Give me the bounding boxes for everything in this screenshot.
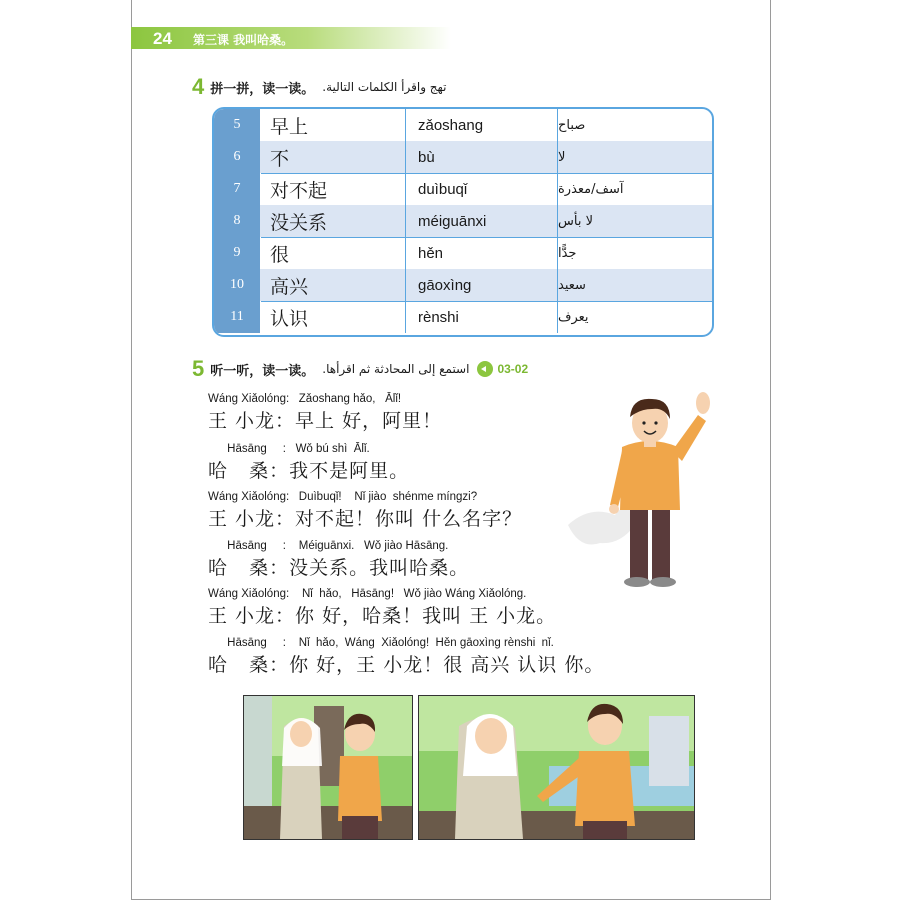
word-pinyin: hěn [406,237,558,269]
vocabulary-table [212,107,714,337]
table-row [214,205,712,238]
word-arabic: يعرف [558,309,589,325]
word-pinyin: bù [406,141,558,173]
word-arabic: لا [558,141,712,173]
word-hanzi: 对不起 [260,173,406,205]
word-hanzi: 高兴 [260,269,406,301]
word-arabic: لا بأس [558,205,712,237]
exercise-title-ar: استمع إلى المحادثة ثم اقرأها. [322,362,470,376]
word-pinyin: méiguānxi [406,205,558,237]
word-arabic: جدًّا [558,245,577,261]
word-arabic: صباح [558,117,586,133]
dialogue-pinyin: Wáng Xiǎolóng: Duìbuqǐ! Nǐ jiào shénme míngzi? [208,491,478,503]
word-arabic: سعيد [558,269,712,301]
word-pinyin: duìbuqǐ [406,173,558,205]
comic-panel-1 [243,695,413,840]
word-hanzi: 没关系 [260,205,406,237]
table-row [214,301,712,333]
dialogue-pinyin: Hāsāng : Wǒ bú shì Ālǐ. [208,443,370,455]
word-number: 9 [214,237,261,269]
table-row [214,269,712,302]
exercise-4-heading [192,74,446,100]
table-row [214,141,712,174]
table-row [214,173,712,206]
audio-code: 03-02 [497,362,529,376]
dialogue-hanzi: 王 小龙：对不起！你叫 什么名字？ [208,508,523,530]
exercise-number: 4 [192,74,205,99]
word-number: 10 [214,269,261,301]
word-pinyin: gāoxìng [406,269,558,301]
dialogue-hanzi: 王 小龙：早上 好，阿里！ [208,410,443,432]
word-hanzi: 很 [260,237,406,269]
dialogue-hanzi: 哈 桑：你 好，王 小龙！很 高兴 认识 你。 [208,654,605,676]
word-pinyin: rènshi [406,301,558,333]
dialogue-pinyin: Hāsāng : Nǐ hǎo, Wáng Xiǎolóng! Hěn gāoxìng rènshi nǐ. [208,637,554,649]
word-number: 7 [214,173,261,205]
comic-panel-2 [418,695,695,840]
audio-track[interactable] [477,361,528,377]
lesson-title: 第三课 我叫哈桑。 [193,33,294,47]
page-number: 24 [153,29,172,48]
exercise-5-heading [192,356,528,382]
word-arabic: آسف/معذرة [558,181,624,197]
word-pinyin: zǎoshang [406,109,558,141]
exercise-title-zh: 听一听，读一读。 [210,363,315,379]
dialogue-pinyin: Hāsāng : Méiguānxi. Wǒ jiào Hāsāng. [208,540,449,552]
dialogue-hanzi: 王 小龙：你 好，哈桑！我叫 王 小龙。 [208,605,557,627]
lesson-header [131,27,451,49]
dialogue-hanzi: 哈 桑：我不是阿里。 [208,460,410,482]
exercise-title-ar: تهج واقرأ الكلمات التالية. [322,80,447,94]
word-number: 6 [214,141,261,173]
word-hanzi: 早上 [260,109,406,141]
exercise-title-zh: 拼一拼，读一读。 [210,81,315,97]
boy-illustration [560,385,725,595]
word-number: 5 [214,109,261,141]
exercise-number: 5 [192,356,205,381]
table-row [214,237,712,270]
table-row [214,109,712,142]
speaker-icon[interactable] [477,361,493,377]
dialogue-pinyin: Wáng Xiǎolóng: Zǎoshang hǎo, Ālǐ! [208,393,402,405]
word-number: 8 [214,205,261,237]
word-number: 11 [214,301,261,333]
dialogue-hanzi: 哈 桑：没关系。我叫哈桑。 [208,557,470,579]
word-hanzi: 不 [260,141,406,173]
dialogue-pinyin: Wáng Xiǎolóng: Nǐ hǎo, Hāsāng! Wǒ jiào Wáng Xiǎolóng. [208,588,527,600]
word-hanzi: 认识 [260,301,406,333]
